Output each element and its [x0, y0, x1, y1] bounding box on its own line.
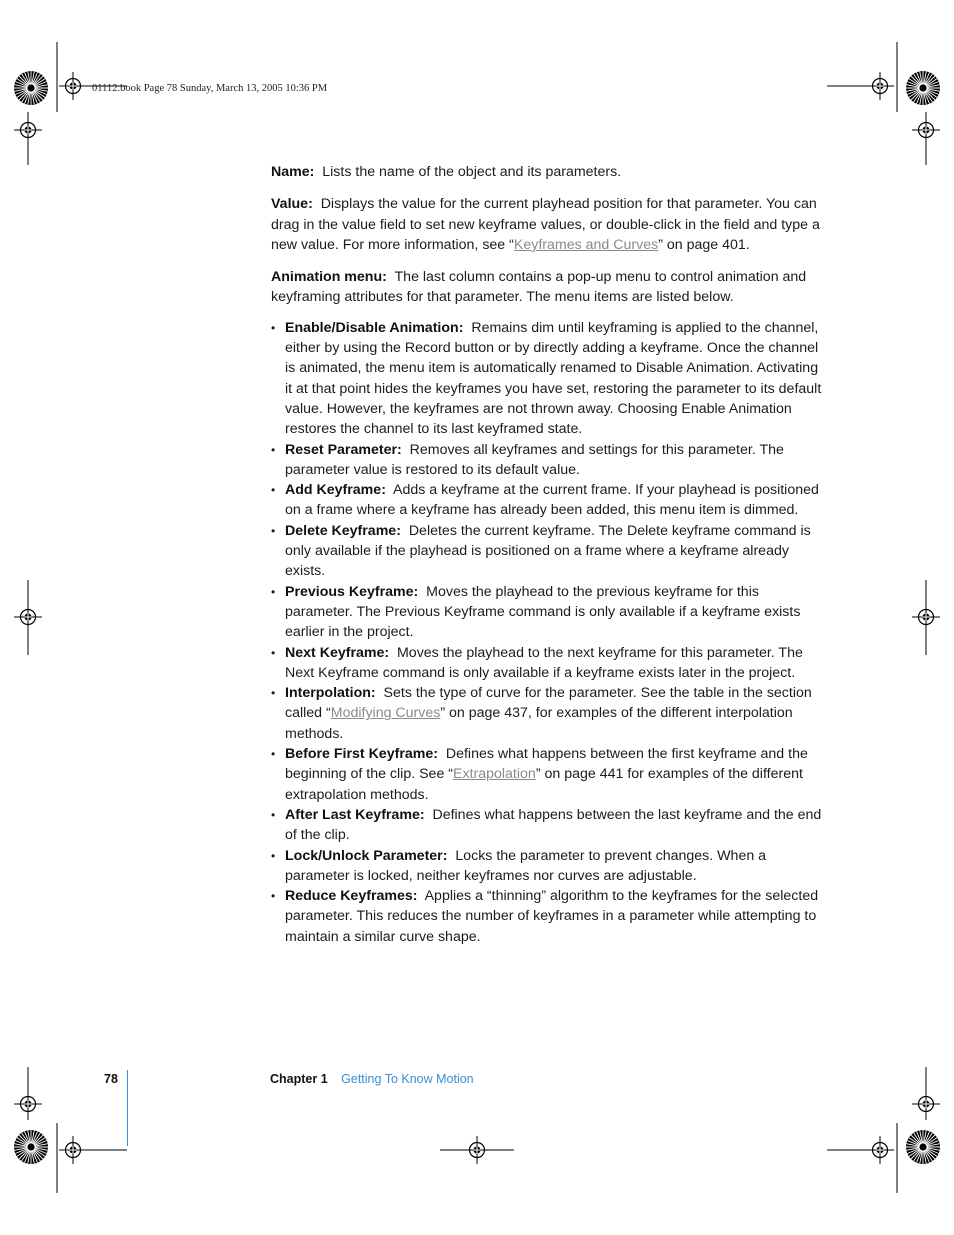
link-extrapolation[interactable]: Extrapolation — [453, 766, 536, 783]
item-text: Locks the parameter to prevent changes. When a parameter is locked, neither keyframes nor curves are adjustable. — [285, 847, 767, 884]
list-item — [271, 582, 827, 643]
footer-divider — [127, 1070, 128, 1146]
chapter-label: Chapter 1 — [270, 1072, 328, 1086]
paragraph-animation-menu — [271, 267, 827, 308]
term-description-end: ” on page 401. — [658, 236, 750, 253]
page-number: 78 — [104, 1072, 118, 1086]
list-item — [271, 683, 827, 744]
list-item — [271, 744, 827, 805]
list-item — [271, 480, 827, 521]
body-content — [271, 162, 827, 947]
list-item — [271, 846, 827, 887]
item-text-end: ” on page 437, for examples of the different interpolation methods. — [285, 705, 793, 742]
item-term: Enable/Disable Animation: — [285, 319, 464, 336]
item-term: Before First Keyframe: — [285, 746, 438, 763]
item-term: Reduce Keyframes: — [285, 888, 418, 905]
item-text: Defines what happens between the last keyframe and the end of the clip. — [285, 806, 822, 844]
item-text-end: ” on page 441 for examples of the different extrapolation methods. — [285, 766, 803, 803]
item-term: Reset Parameter: — [285, 441, 402, 458]
item-text: Deletes the current keyframe. The Delete keyframe command is only available if the playhead is positioned on a frame where a keyframe already exists. — [285, 522, 811, 580]
print-slug: 01112.book Page 78 Sunday, March 13, 2005 10:36 PM — [92, 83, 328, 94]
paragraph-value — [271, 194, 827, 255]
item-term: Interpolation: — [285, 685, 376, 702]
item-text: Defines what happens between the first keyframe and the beginning of the clip. See “ — [285, 746, 808, 783]
item-term: Delete Keyframe: — [285, 522, 401, 539]
item-text: Moves the playhead to the next keyframe for this parameter. The Next Keyframe command is only available if a keyframe exists later in the project. — [285, 644, 803, 681]
term-description: The last column contains a pop-up menu to control animation and keyframing attributes for that parameter. The menu items are listed below. — [271, 269, 807, 306]
list-item — [271, 643, 827, 684]
list-item — [271, 521, 827, 582]
item-term: Add Keyframe: — [285, 482, 386, 499]
term-label: Animation menu: — [271, 269, 387, 286]
term-label: Name: — [271, 164, 315, 180]
animation-menu-list — [271, 318, 827, 947]
term-description: Displays the value for the current playhead position for that parameter. You can drag in the value field to set new keyframe values, or double-click in the field and type a new value. For more information, see “ — [271, 196, 820, 253]
item-term: Previous Keyframe: — [285, 583, 419, 600]
item-text: Remains dim until keyframing is applied to the channel, either by using the Record button or by directly adding a keyframe. Once the channel is animated, the menu item is automatically renamed to Disable Animation. Activating it at that point hides the keyframes you have set, restoring the parameter to its default value. However, the keyframes are not thrown away. Choosing Enable Animation restores the channel to its last keyframed state. — [285, 319, 822, 438]
list-item — [271, 440, 827, 481]
term-label: Value: — [271, 196, 313, 213]
chapter-footer — [270, 1072, 474, 1086]
item-text: Sets the type of curve for the parameter. See the table in the section called “ — [285, 685, 812, 722]
item-text: Removes all keyframes and settings for this parameter. The parameter value is restored to its default value. — [285, 441, 784, 478]
term-description: Lists the name of the object and its parameters. — [322, 164, 622, 180]
item-term: After Last Keyframe: — [285, 806, 425, 823]
list-item — [271, 805, 827, 846]
list-item — [271, 318, 827, 440]
list-item — [271, 886, 827, 947]
chapter-title-link[interactable]: Getting To Know Motion — [341, 1072, 474, 1086]
link-modifying-curves[interactable]: Modifying Curves — [330, 705, 441, 722]
link-keyframes-and-curves[interactable]: Keyframes and Curves — [513, 236, 659, 253]
item-term: Lock/Unlock Parameter: — [285, 847, 448, 864]
item-text: Moves the playhead to the previous keyframe for this parameter. The Previous Keyframe command is only available if a keyframe exists earlier in the project. — [285, 583, 801, 641]
item-text: Applies a “thinning” algorithm to the keyframes for the selected parameter. This reduces the number of keyframes in a parameter while attempting to maintain a similar curve shape. — [285, 888, 819, 945]
item-term: Next Keyframe: — [285, 644, 390, 661]
paragraph-name — [271, 162, 827, 182]
item-text: Adds a keyframe at the current frame. If your playhead is positioned on a frame where a keyframe has already been added, this menu item is dimmed. — [285, 482, 819, 519]
